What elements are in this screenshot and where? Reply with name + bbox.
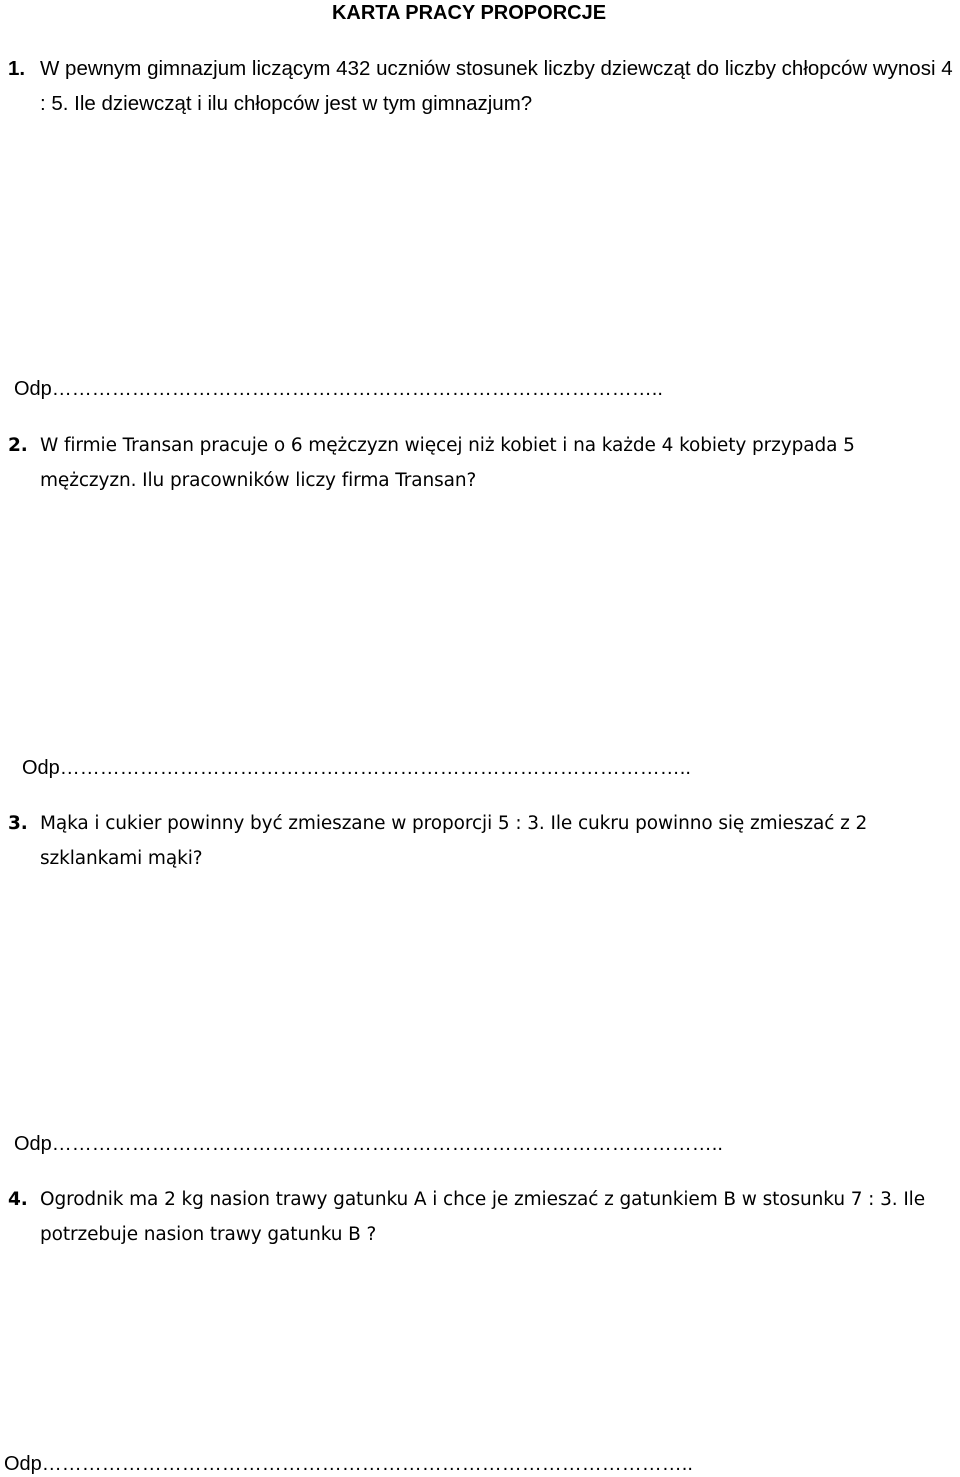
- task-1: [8, 51, 955, 121]
- task-4-text: Ogrodnik ma 2 kg nasion trawy gatunku A i chce je zmieszać z gatunkiem B w stosunku 7 : 3. Ile potrzebuje nasion trawy gatunku B ?: [40, 1189, 926, 1245]
- task-3-answer: Odp………………………………………………………………………………………..: [14, 1133, 723, 1155]
- task-4-answer: Odp……………………………………………………………………………………..: [4, 1453, 693, 1475]
- task-3-text: Mąka i cukier powinny być zmieszane w proporcji 5 : 3. Ile cukru powinno się zmieszać z 2 szklankami mąki?: [40, 813, 868, 869]
- task-1-answer: Odp………………………………………………………………………………..: [14, 378, 663, 400]
- task-4-number: 4.: [8, 1189, 28, 1210]
- task-1-number: 1.: [8, 57, 26, 80]
- task-1-text: W pewnym gimnazjum liczącym 432 uczniów stosunek liczby dziewcząt do liczby chłopców wynosi 4 : 5. Ile dziewcząt i ilu chłopców jest w tym gimnazjum?: [40, 57, 953, 115]
- task-3: [8, 806, 955, 876]
- worksheet-title: KARTA PRACY PROPORCJE: [331, 2, 607, 24]
- task-3-number: 3.: [8, 813, 28, 834]
- task-2-text: W firmie Transan pracuje o 6 mężczyzn więcej niż kobiet i na każde 4 kobiety przypada 5 mężczyzn. Ilu pracowników liczy firma Transan?: [40, 435, 855, 491]
- task-4: [8, 1182, 955, 1252]
- task-2: [8, 428, 955, 498]
- task-2-number: 2.: [8, 435, 28, 456]
- task-2-answer: Odp…………………………………………………………………………………..: [22, 757, 691, 779]
